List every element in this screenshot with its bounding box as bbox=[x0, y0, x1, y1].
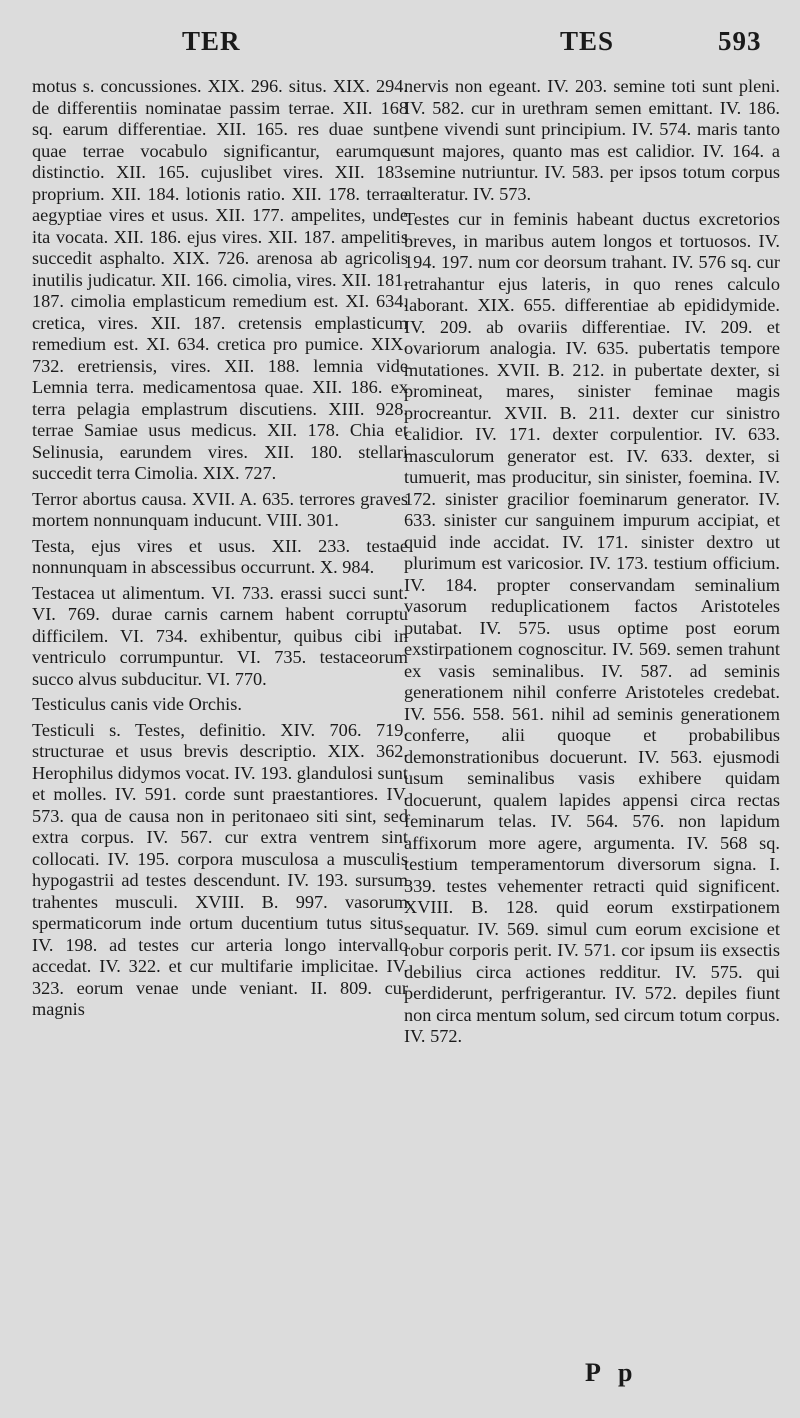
entry-testiculi-continued: nervis non egeant. IV. 203. semine toti sunt pleni. IV. 582. cur in urethram semen emittant. IV. 186. bene vivendi sunt principium. IV. 574. maris tanto sunt majores, quanto mas est calidior. IV. 164. a semine nutriuntur. IV. 583. per ipsos totum corpus alteratur. IV. 573. bbox=[404, 76, 780, 204]
entry-testacea: Testacea ut alimentum. VI. 733. erassi succi sunt. VI. 769. durae carnis carnem habent corruptu difficilem. VI. 734. exhibentur, quibus cibi in ventriculo corrumpuntur. VI. 735. testaceorum succo alvus subducitur. VI. 770. bbox=[32, 582, 408, 689]
header-right-word: TES bbox=[560, 26, 615, 56]
entry-testes: Testes cur in feminis habeant ductus excretorios breves, in maribus autem longos et tortuosos. IV. 194. 197. num cor deorsum trahant. IV. 576 sq. cur retrahantur ejus lateris, in quo renes calculo laborant. XIX. 655. differentiae ab epididymide. IV. 209. ab ovariis differentiae. IV. 209. et ovariorum analogia. IV. 635. pubertatis tempore mutationes. XVII. B. 212. in pubertate dexter, si promineat, mares, sinister feminae magis procreantur. XVII. B. 211. dexter cur sinistro calidior. IV. 171. dexter corpulentior. IV. 633. masculorum generator est. IV. 633. dexter, si tumuerit, mas producitur, sin sinister, foemina. IV. 172. sinister gracilior foeminarum generator. IV. 633. sinister cur sanguinem impurum accipiat, et quid inde accidat. IV. 171. sinister dextro ut plurimum est varicosior. IV. 173. testium officium. IV. 184. propter conservandam seminalium vasorum reduplicationem factos Aristoteles putabat. IV. 575. usus optime post eorum exstirpationem cognoscitur. IV. 569. semen trahunt ex vasis seminalibus. IV. 587. ad seminis generationem nihil conferre Aristoteles credebat. IV. 556. 558. 561. nihil ad seminis generationem conferre, alii quoque et probabilibus demonstrationibus docuerunt. IV. 563. ejusmodi usum seminalibus vasis exhibere quidam docuerunt, qualem lapides appensi circa rectas feminarum telas. IV. 564. 576. non lapidum affixorum more agere, argumenta. IV. 568 sq. testium temperamentorum diversorum signa. I. 339. testes vehementer retracti quid significent. XVIII. B. 128. quid eorum exstirpationem sequatur. IV. 569. simul cum eorum excisione et robur corporis perit. IV. 571. cor ipsum iis exsectis debilius circa actiones redditur. IV. 575. qui perdiderunt, perfrigerantur. IV. 572. depiles fiunt non circa mentum solum, sed circum totum corpus. IV. 572. bbox=[404, 209, 780, 1046]
page-number: 593 bbox=[718, 26, 762, 56]
signature-mark: P p bbox=[585, 1358, 639, 1387]
entry-testiculi: Testiculi s. Testes, definitio. XIV. 706. 719. structurae et usus brevis descriptio. XIX. 362. Herophilus didymos vocat. IV. 193. glandulosi sunt et molles. IV. 591. corde sunt praestantiores. IV. 573. qua de causa non in peritonaeo siti sint, sed extra corpus. IV. 567. cur extra ventrem sint collocati. IV. 195. corpora musculosa a musculis hypogastrii ad testes descendunt. IV. 193. sursum trahentes musculi. XVIII. B. 997. vasorum spermaticorum inde ortum ducentium tutus situs. IV. 198. ad testes cur arteria longo intervallo accedat. IV. 322. et cur multifarie implicitae. IV. 323. eorum venae unde veniant. II. 809. cur magnis bbox=[32, 719, 408, 1019]
entry-terror: Terror abortus causa. XVII. A. 635. terrores graves mortem nonnunquam inducunt. VIII. 301. bbox=[32, 488, 408, 530]
entry-terra-continued: motus s. concussiones. XIX. 296. situs. XIX. 294. de differentiis nominatae passim terrae. XII. 168 sq. earum differentiae. XII. 165. res duae sunt, quae terrae vocabulo significantur, earumque distinctio. XII. 165. cujuslibet vires. XII. 183. proprium. XII. 184. lotionis ratio. XII. 178. terrae aegyptiae vires et usus. XII. 177. ampelites, unde ita vocata. XII. 186. ejus vires. XII. 187. ampelitis succedit asphalto. XIX. 726. arenosa ab agricolis inutilis judicatur. XII. 166. cimolia, vires. XII. 181. 187. cimolia emplasticum remedium est. XI. 634. cretica, vires. XII. 187. cretensis emplasticum remedium est. XI. 634. cretica pro pumice. XIX. 732. eretriensis, vires. XII. 188. lemnia vide Lemnia terra. medicamentosa quae. XII. 186. ex terra pelagia emplastrum discutiens. XIII. 928. terrae Samiae usus medicus. XII. 178. Chia et Selinusia, earundem vires. XII. 180. stellari succedit terra Cimolia. XIX. 727. bbox=[32, 76, 408, 483]
left-column bbox=[32, 76, 408, 1025]
entry-testiculus: Testiculus canis vide Orchis. bbox=[32, 694, 242, 714]
entry-testa: Testa, ejus vires et usus. XII. 233. testae nonnunquam in abscessibus occurrunt. X. 984. bbox=[32, 535, 408, 577]
header-left-word: TER bbox=[182, 26, 241, 56]
right-column bbox=[404, 76, 780, 1052]
running-header bbox=[0, 26, 800, 66]
